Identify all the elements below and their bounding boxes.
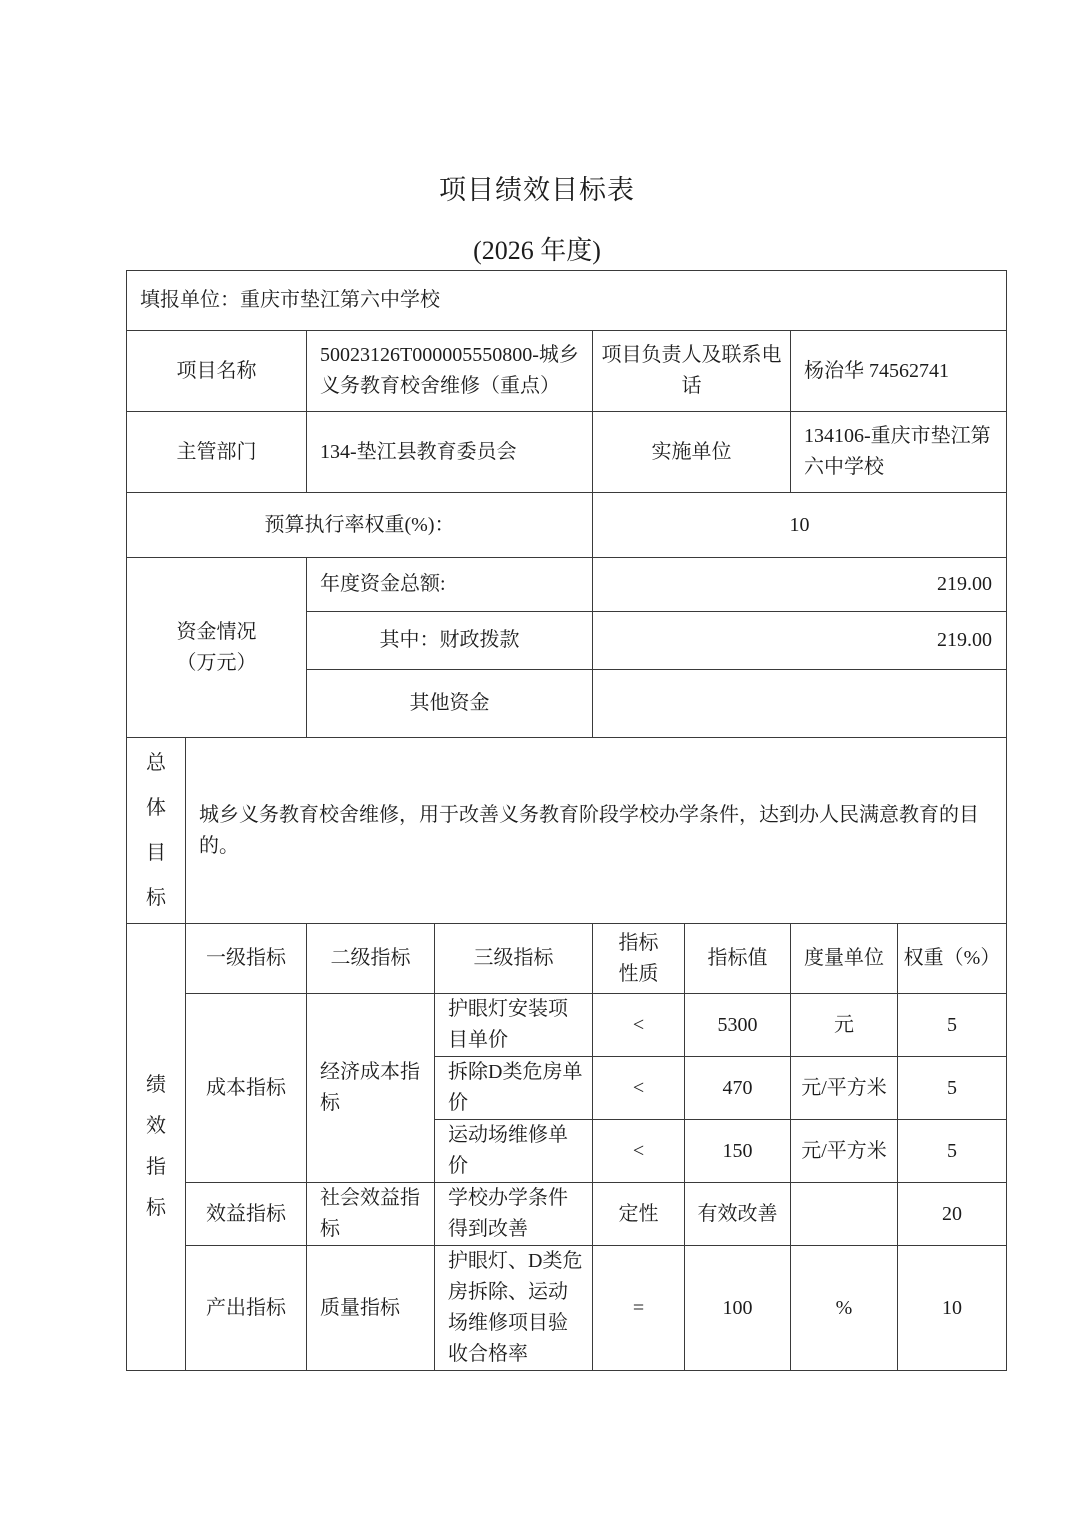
funding-row-total <box>127 558 1007 612</box>
reporting-unit-row <box>127 271 1007 331</box>
indicator-weight: 10 <box>898 1246 1007 1371</box>
indicator-value: 5300 <box>685 994 791 1057</box>
indicator-nature: < <box>593 994 685 1057</box>
funding-other-label: 其他资金 <box>307 670 593 738</box>
indicator-value: 150 <box>685 1120 791 1183</box>
indicator-unit: 元/平方米 <box>791 1057 898 1120</box>
indicator-row-1 <box>127 994 1007 1057</box>
indicator-level1-benefit: 效益指标 <box>186 1183 307 1246</box>
indicator-weight: 5 <box>898 1120 1007 1183</box>
funding-group-label <box>127 558 307 738</box>
performance-target-table <box>126 270 1007 1371</box>
overall-goal-row <box>127 738 1007 924</box>
project-name-row <box>127 331 1007 412</box>
indicator-unit: % <box>791 1246 898 1371</box>
funding-other-value <box>593 670 1007 738</box>
indicator-value: 470 <box>685 1057 791 1120</box>
overall-goal-label: 总体目标 <box>127 738 186 924</box>
indicator-level2-quality: 质量指标 <box>307 1246 435 1371</box>
indicator-level3: 拆除D类危房单价 <box>435 1057 593 1120</box>
funding-group-label-line2: （万元） <box>176 651 257 674</box>
header-value: 指标值 <box>685 924 791 994</box>
indicator-level1-cost: 成本指标 <box>186 994 307 1183</box>
document-subtitle: (2026 年度) <box>473 236 601 265</box>
budget-rate-value: 10 <box>593 493 1007 558</box>
indicator-level2-social-benefit: 社会效益指标 <box>307 1183 435 1246</box>
indicator-level3: 护眼灯安装项目单价 <box>435 994 593 1057</box>
header-unit: 度量单位 <box>791 924 898 994</box>
indicator-weight: 5 <box>898 1057 1007 1120</box>
funding-fiscal-value: 219.00 <box>593 612 1007 670</box>
header-nature: 指标性质 <box>593 924 685 994</box>
indicator-level3: 运动场维修单价 <box>435 1120 593 1183</box>
dept-label: 主管部门 <box>127 412 307 493</box>
indicator-level2-economic-cost: 经济成本指标 <box>307 994 435 1183</box>
header-weight: 权重（%） <box>898 924 1007 994</box>
overall-goal-content: 城乡义务教育校舍维修，用于改善义务教育阶段学校办学条件，达到办人民满意教育的目的。 <box>186 738 1007 924</box>
indicator-nature: < <box>593 1120 685 1183</box>
indicator-row-4 <box>127 1183 1007 1246</box>
header-level2: 二级指标 <box>307 924 435 994</box>
indicators-header-row <box>127 924 1007 994</box>
project-manager-label: 项目负责人及联系电话 <box>593 331 791 412</box>
indicator-weight: 20 <box>898 1183 1007 1246</box>
indicator-nature: 定性 <box>593 1183 685 1246</box>
budget-rate-row <box>127 493 1007 558</box>
impl-unit-value: 134106-重庆市垫江第六中学校 <box>791 412 1007 493</box>
department-row <box>127 412 1007 493</box>
indicators-group-label: 绩效指标 <box>127 924 186 1371</box>
indicator-value: 100 <box>685 1246 791 1371</box>
header-level3: 三级指标 <box>435 924 593 994</box>
reporting-unit-cell: 填报单位：重庆市垫江第六中学校 <box>127 271 1007 331</box>
indicator-nature: = <box>593 1246 685 1371</box>
funding-group-label-line1: 资金情况 <box>176 620 257 643</box>
dept-value: 134-垫江县教育委员会 <box>307 412 593 493</box>
funding-total-label: 年度资金总额: <box>307 558 593 612</box>
funding-fiscal-label: 其中：财政拨款 <box>307 612 593 670</box>
project-manager-value: 杨治华 74562741 <box>791 331 1007 412</box>
indicator-weight: 5 <box>898 994 1007 1057</box>
indicator-unit: 元/平方米 <box>791 1120 898 1183</box>
budget-rate-label: 预算执行率权重(%)： <box>127 493 593 558</box>
funding-total-value: 219.00 <box>593 558 1007 612</box>
project-name-value: 50023126T000005550800-城乡义务教育校舍维修（重点） <box>307 331 593 412</box>
indicator-nature: < <box>593 1057 685 1120</box>
indicator-level3: 护眼灯、D类危房拆除、运动场维修项目验收合格率 <box>435 1246 593 1371</box>
indicator-level3: 学校办学条件得到改善 <box>435 1183 593 1246</box>
project-name-label: 项目名称 <box>127 331 307 412</box>
header-level1: 一级指标 <box>186 924 307 994</box>
indicator-unit: 元 <box>791 994 898 1057</box>
document-title: 项目绩效目标表 <box>439 175 635 205</box>
indicator-value: 有效改善 <box>685 1183 791 1246</box>
indicator-row-5 <box>127 1246 1007 1371</box>
indicator-level1-output: 产出指标 <box>186 1246 307 1371</box>
indicator-unit <box>791 1183 898 1246</box>
impl-unit-label: 实施单位 <box>593 412 791 493</box>
